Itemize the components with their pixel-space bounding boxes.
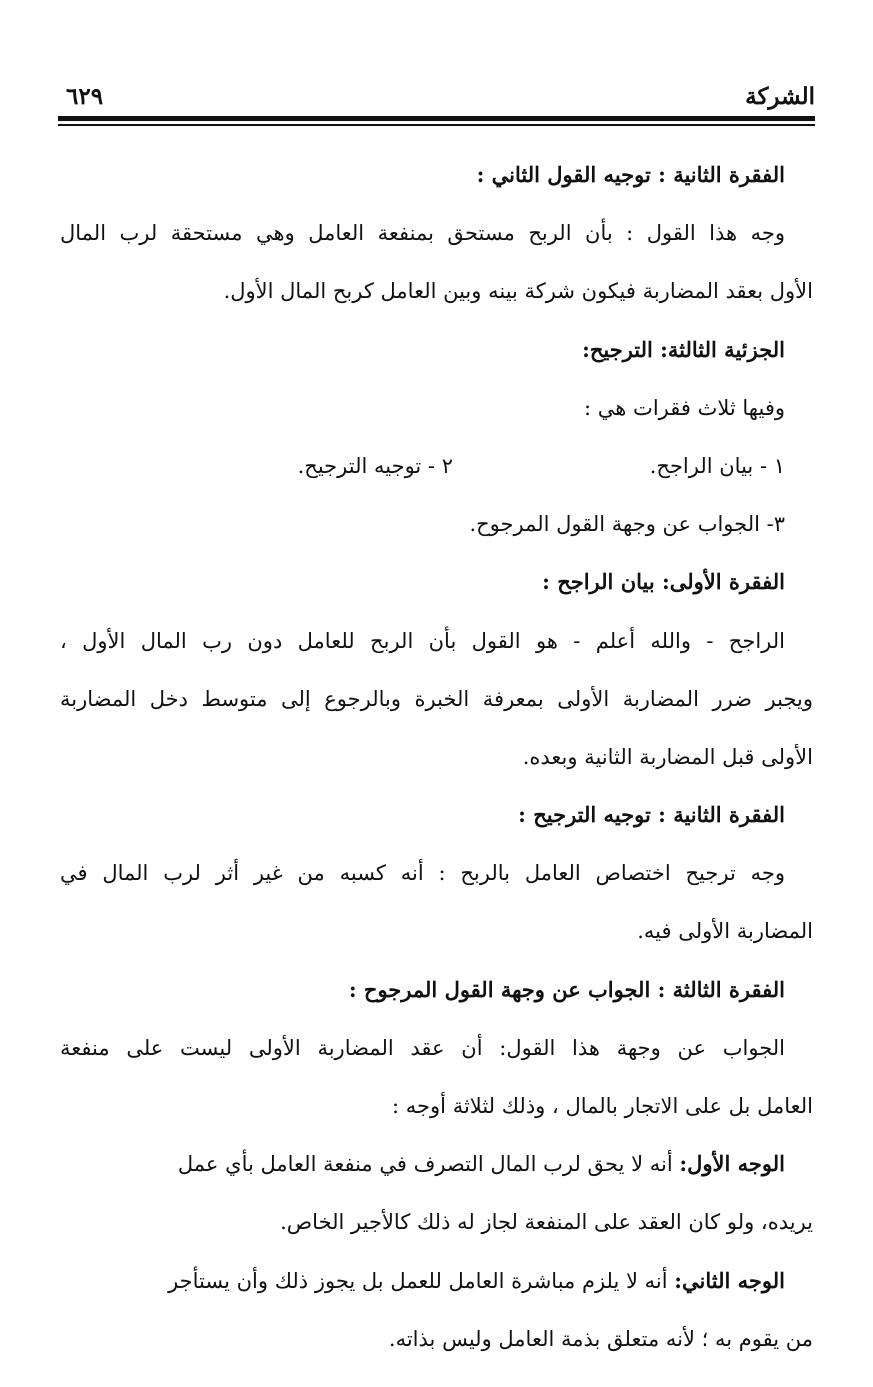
paragraph-line	[60, 1252, 813, 1310]
page-number: ٦٢٩	[66, 83, 104, 110]
page-body	[60, 146, 813, 1368]
list-item: ١ - بيان الراجح.	[649, 453, 785, 478]
paragraph-line: الراجح - والله أعلم - هو القول بأن الربح للعامل دون رب المال الأول ،	[60, 628, 785, 653]
paragraph-line: الجواب عن وجهة هذا القول: أن عقد المضاربة الأولى ليست على منفعة	[60, 1035, 785, 1060]
point-text: أنه لا يلزم مباشرة العامل للعمل بل يجوز ذلك وأن يستأجر	[168, 1268, 675, 1293]
section-heading: الفقرة الثانية : توجيه الترجيح :	[518, 802, 785, 828]
header-rule-thin	[58, 124, 815, 126]
section-heading: الفقرة الثالثة : الجواب عن وجهة القول المرجوح :	[348, 976, 785, 1002]
paragraph-line	[60, 1135, 813, 1193]
point-label: الوجه الثاني:	[674, 1267, 785, 1293]
list-item: ٢ - توجيه الترجيح.	[297, 453, 453, 478]
section-heading: الفقرة الأولى: بيان الراجح :	[542, 569, 785, 595]
paragraph-line: المضاربة الأولى فيه.	[637, 919, 813, 944]
point-label: الوجه الأول:	[679, 1151, 785, 1177]
header-rule-thick	[58, 116, 815, 121]
running-title: الشركة	[745, 83, 815, 110]
numbered-list-row	[60, 437, 813, 495]
paragraph-line: ويجبر ضرر المضاربة الأولى بمعرفة الخبرة وبالرجوع إلى متوسط دخل المضاربة	[60, 686, 813, 711]
paragraph-line: الأول بعقد المضاربة فيكون شركة بينه وبين العامل كربح المال الأول.	[223, 279, 813, 304]
section-heading: الفقرة الثانية : توجيه القول الثاني :	[476, 162, 785, 187]
paragraph-line: من يقوم به ؛ لأنه متعلق بذمة العامل وليس بذاته.	[388, 1326, 813, 1351]
paragraph-line: وفيها ثلاث فقرات هي :	[584, 395, 785, 420]
paragraph-line: الأولى قبل المضاربة الثانية وبعده.	[522, 744, 813, 769]
list-item: ٣- الجواب عن وجهة القول المرجوح.	[469, 512, 785, 537]
paragraph-line: العامل بل على الاتجار بالمال ، وذلك لثلاثة أوجه :	[392, 1094, 813, 1118]
paragraph-line: يريده، ولو كان العقد على المنفعة لجاز له ذلك كالأجير الخاص.	[280, 1210, 813, 1235]
paragraph-line: وجه هذا القول : بأن الربح مستحق بمنفعة العامل وهي مستحقة لرب المال	[60, 221, 785, 246]
paragraph-line: وجه ترجيح اختصاص العامل بالربح : أنه كسبه من غير أثر لرب المال في	[60, 861, 785, 886]
point-text: أنه لا يحق لرب المال التصرف في منفعة العامل بأي عمل	[177, 1152, 680, 1177]
page-header	[58, 80, 815, 114]
section-heading: الجزئية الثالثة: الترجيح:	[582, 336, 785, 362]
